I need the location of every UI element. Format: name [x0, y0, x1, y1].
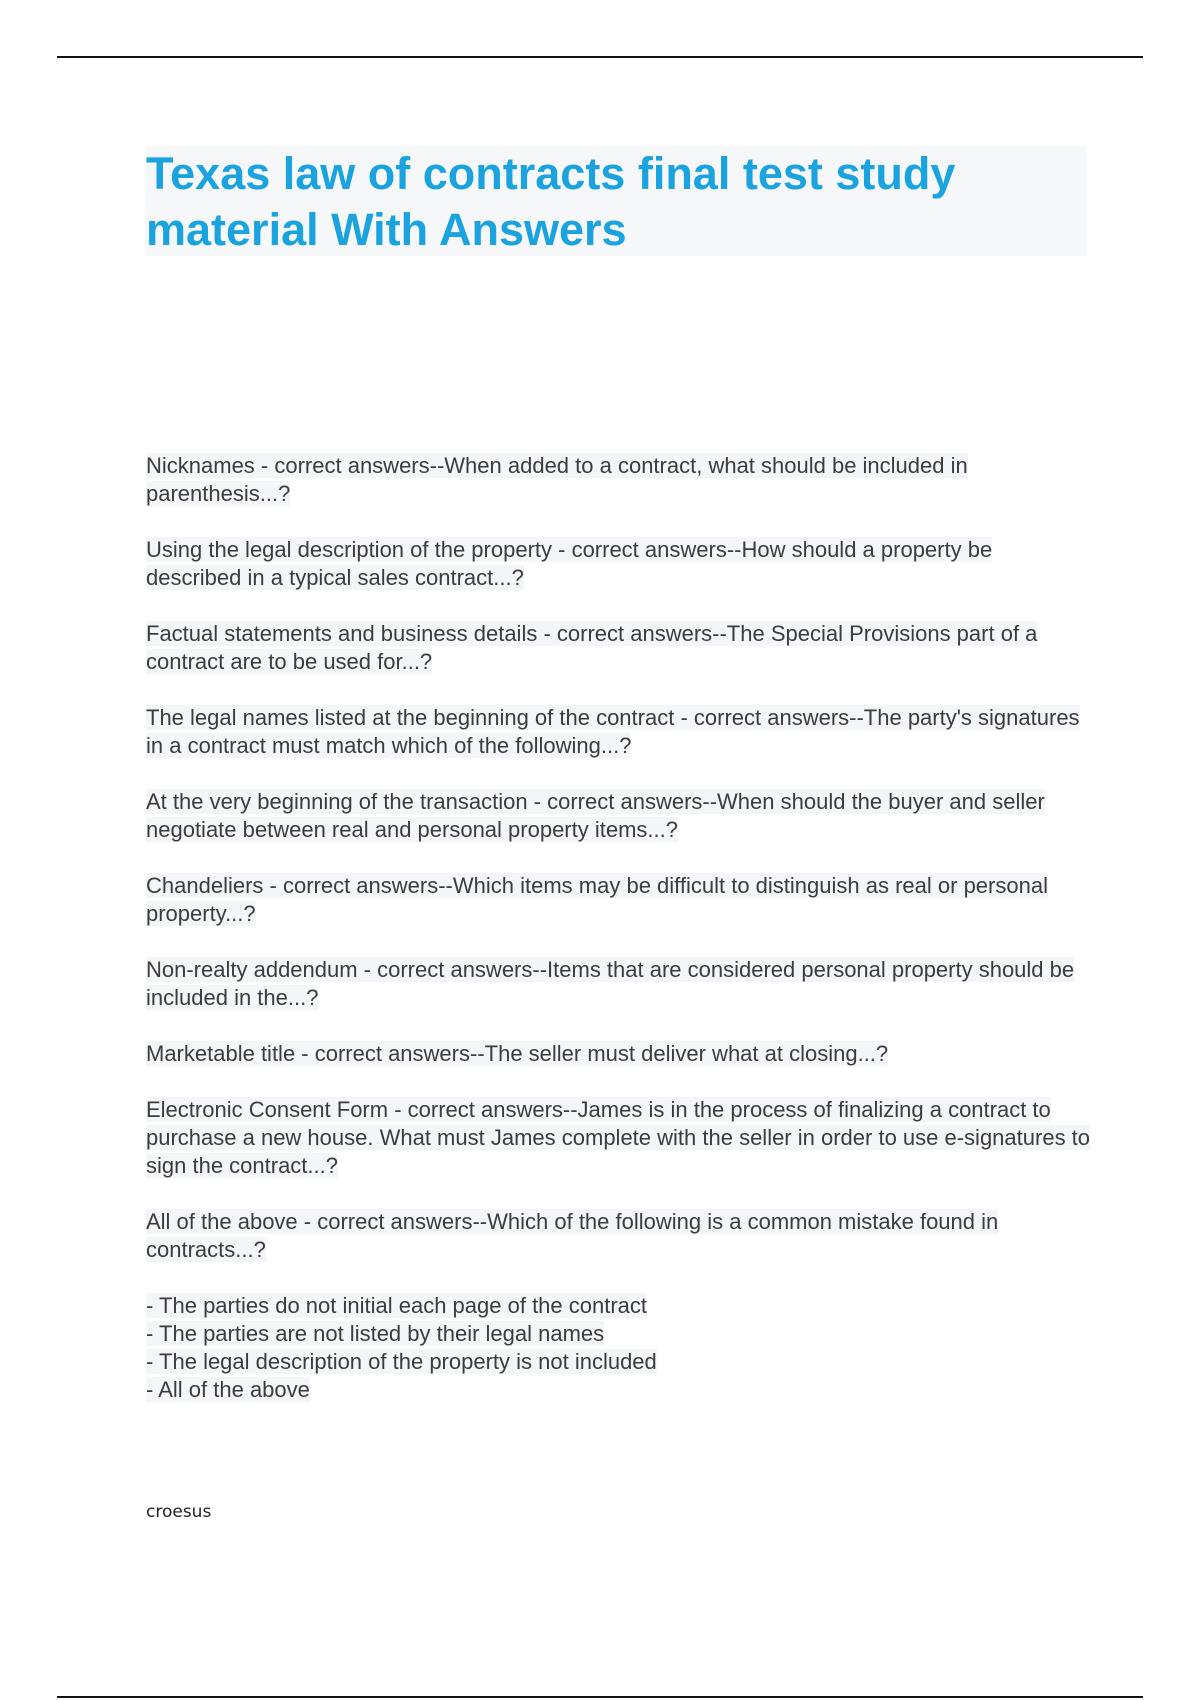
answer-option — [146, 1376, 1091, 1404]
qa-text: Factual statements and business details - correct answers--The Special Provisions part of a contract are to be used for...? — [146, 621, 1038, 674]
qa-item — [146, 872, 1091, 928]
answer-option — [146, 1348, 1091, 1376]
qa-item — [146, 1208, 1091, 1264]
author-name: croesus — [146, 1502, 212, 1522]
answer-option-text: - The parties do not initial each page of the contract — [146, 1293, 648, 1318]
qa-text: Non-realty addendum - correct answers--Items that are considered personal property should be included in the...? — [146, 957, 1075, 1010]
qa-item — [146, 788, 1091, 844]
document-title: Texas law of contracts final test study material With Answers — [146, 148, 956, 255]
answer-option-text: - All of the above — [146, 1377, 310, 1402]
qa-text: Chandeliers - correct answers--Which items may be difficult to distinguish as real or personal property...? — [146, 873, 1048, 926]
qa-text: All of the above - correct answers--Which of the following is a common mistake found in contracts...? — [146, 1209, 999, 1262]
qa-text: Nicknames - correct answers--When added to a contract, what should be included in parenthesis...? — [146, 453, 968, 506]
qa-item — [146, 704, 1091, 760]
answer-option-text: - The parties are not listed by their legal names — [146, 1321, 605, 1346]
qa-item — [146, 452, 1091, 508]
qa-item — [146, 1096, 1091, 1180]
answer-option-text: - The legal description of the property is not included — [146, 1349, 657, 1374]
answer-option — [146, 1320, 1091, 1348]
qa-item — [146, 1040, 1091, 1068]
qa-text: The legal names listed at the beginning of the contract - correct answers--The party's signatures in a contract must match which of the following...? — [146, 705, 1080, 758]
qa-text: At the very beginning of the transaction - correct answers--When should the buyer and seller negotiate between real and personal property items...? — [146, 789, 1045, 842]
qa-list — [146, 452, 1091, 1404]
qa-text: Marketable title - correct answers--The seller must deliver what at closing...? — [146, 1041, 889, 1066]
answer-option — [146, 1292, 1091, 1320]
bottom-divider — [57, 1696, 1143, 1698]
qa-item — [146, 620, 1091, 676]
answer-options — [146, 1292, 1091, 1404]
qa-text: Electronic Consent Form - correct answers--James is in the process of finalizing a contract to purchase a new house. What must James complete with the seller in order to use e-signatures to sign the contract...? — [146, 1097, 1091, 1178]
qa-item — [146, 536, 1091, 592]
top-divider — [57, 56, 1143, 58]
qa-item — [146, 956, 1091, 1012]
qa-text: Using the legal description of the property - correct answers--How should a property be described in a typical sales contract...? — [146, 537, 993, 590]
